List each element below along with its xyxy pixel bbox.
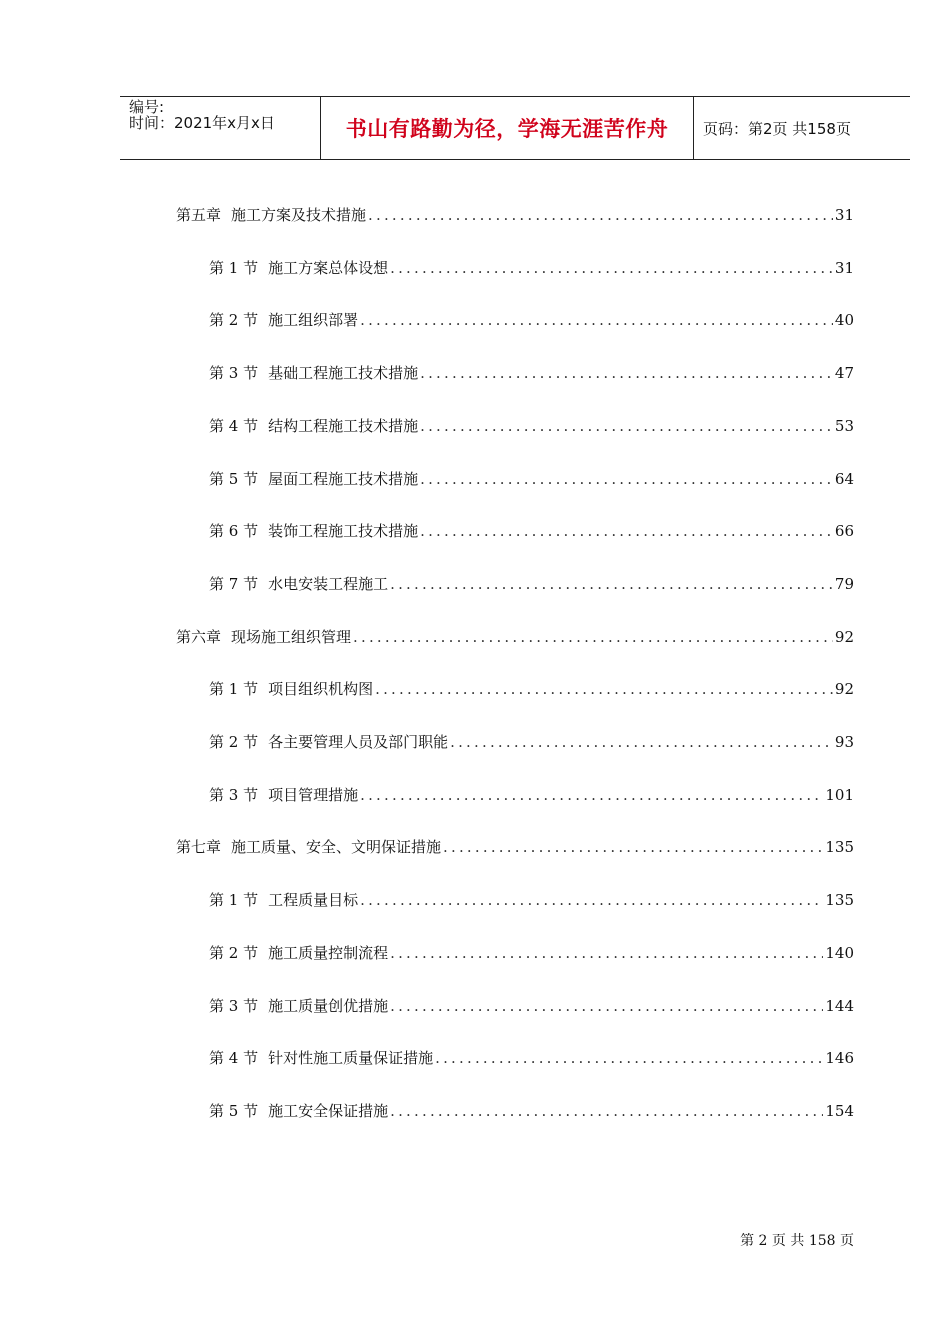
toc-entry-number: 第 5 节 <box>209 1102 259 1120</box>
toc-leader-dots <box>360 784 823 806</box>
toc-entry-title <box>209 415 418 437</box>
toc-leader-dots <box>390 942 823 964</box>
toc-entry-number: 第 1 节 <box>209 680 259 698</box>
toc-page-number: 92 <box>834 628 854 646</box>
toc-leader-dots <box>450 731 833 753</box>
toc-chapter-entry[interactable] <box>176 204 854 226</box>
page-header <box>120 96 910 160</box>
header-meta <box>120 97 321 159</box>
toc-entry-number: 第 4 节 <box>209 417 259 435</box>
toc-section-entry[interactable] <box>209 1100 854 1122</box>
toc-section-entry[interactable] <box>209 362 854 384</box>
toc-leader-dots <box>420 468 833 490</box>
toc-leader-dots <box>390 995 823 1017</box>
toc-entry-text: 施工方案总体设想 <box>268 259 389 277</box>
toc-entry-text: 水电安装工程施工 <box>268 575 389 593</box>
toc-page-number: 93 <box>834 733 854 751</box>
toc-leader-dots <box>368 204 833 226</box>
toc-entry-text: 施工安全保证措施 <box>268 1102 389 1120</box>
toc-entry-title <box>209 995 388 1017</box>
toc-leader-dots <box>375 678 833 700</box>
toc-entry-title <box>209 573 388 595</box>
toc-entry-number: 第 2 节 <box>209 733 259 751</box>
toc-leader-dots <box>390 257 833 279</box>
toc-section-entry[interactable] <box>209 678 854 700</box>
toc-entry-text: 施工方案及技术措施 <box>231 206 367 224</box>
toc-entry-text: 施工质量创优措施 <box>268 997 389 1015</box>
toc-entry-text: 工程质量目标 <box>268 891 359 909</box>
toc-page-number: 154 <box>825 1102 854 1120</box>
toc-entry-text: 屋面工程施工技术措施 <box>268 470 419 488</box>
toc-entry-number: 第 2 节 <box>209 944 259 962</box>
toc-leader-dots <box>360 309 833 331</box>
toc-leader-dots <box>360 889 823 911</box>
toc-entry-text: 装饰工程施工技术措施 <box>268 522 419 540</box>
toc-section-entry[interactable] <box>209 784 854 806</box>
toc-page-number: 140 <box>825 944 854 962</box>
header-motto: 书山有路勤为径，学海无涯苦作舟 <box>321 97 694 159</box>
page-footer: 第 2 页 共 158 页 <box>740 1233 854 1249</box>
toc-page-number: 66 <box>834 522 854 540</box>
toc-chapter-entry[interactable] <box>176 836 854 858</box>
toc-entry-title <box>209 1047 433 1069</box>
toc-page-number: 64 <box>834 470 854 488</box>
toc-page-number: 135 <box>825 891 854 909</box>
toc-entry-title <box>209 942 388 964</box>
toc-entry-title <box>209 784 358 806</box>
toc-section-entry[interactable] <box>209 309 854 331</box>
toc-entry-title <box>209 889 358 911</box>
toc-section-entry[interactable] <box>209 520 854 542</box>
toc-page-number: 92 <box>834 680 854 698</box>
toc-entry-title <box>209 362 418 384</box>
toc-entry-number: 第 4 节 <box>209 1049 259 1067</box>
toc-entry-text: 现场施工组织管理 <box>231 628 352 646</box>
toc-page-number: 31 <box>834 206 854 224</box>
header-page-info: 页码：第2页 共158页 <box>703 119 851 138</box>
toc-entry-title <box>209 731 448 753</box>
toc-entry-text: 施工组织部署 <box>268 311 359 329</box>
toc-entry-title <box>209 309 358 331</box>
toc-leader-dots <box>420 520 833 542</box>
toc-entry-title <box>176 836 441 858</box>
time-label: 时间：2021年x月x日 <box>129 114 275 132</box>
toc-entry-text: 基础工程施工技术措施 <box>268 364 419 382</box>
toc-leader-dots <box>420 362 833 384</box>
toc-entry-number: 第六章 <box>176 628 222 646</box>
toc-section-entry[interactable] <box>209 995 854 1017</box>
toc-entry-number: 第 2 节 <box>209 311 259 329</box>
serial-number-label: 编号: <box>129 98 165 116</box>
toc-section-entry[interactable] <box>209 1047 854 1069</box>
toc-section-entry[interactable] <box>209 468 854 490</box>
toc-page-number: 31 <box>834 259 854 277</box>
toc-leader-dots <box>443 836 823 858</box>
toc-leader-dots <box>390 573 833 595</box>
toc-page-number: 40 <box>834 311 854 329</box>
toc-entry-number: 第五章 <box>176 206 222 224</box>
toc-entry-number: 第 1 节 <box>209 259 259 277</box>
toc-entry-title <box>209 1100 388 1122</box>
toc-entry-title <box>209 520 418 542</box>
toc-section-entry[interactable] <box>209 257 854 279</box>
toc-entry-number: 第 3 节 <box>209 364 259 382</box>
toc-entry-title <box>176 626 351 648</box>
toc-leader-dots <box>390 1100 823 1122</box>
toc-leader-dots <box>353 626 833 648</box>
toc-page-number: 101 <box>825 786 854 804</box>
toc-chapter-entry[interactable] <box>176 626 854 648</box>
toc-leader-dots <box>435 1047 823 1069</box>
toc-entry-text: 各主要管理人员及部门职能 <box>268 733 449 751</box>
toc-entry-text: 项目组织机构图 <box>268 680 374 698</box>
toc-entry-title <box>176 204 366 226</box>
toc-entry-number: 第 1 节 <box>209 891 259 909</box>
toc-entry-number: 第 7 节 <box>209 575 259 593</box>
toc-page-number: 47 <box>834 364 854 382</box>
toc-section-entry[interactable] <box>209 889 854 911</box>
toc-page-number: 79 <box>834 575 854 593</box>
toc-entry-text: 针对性施工质量保证措施 <box>268 1049 434 1067</box>
toc-page-number: 144 <box>825 997 854 1015</box>
toc-entry-title <box>209 678 373 700</box>
toc-leader-dots <box>420 415 833 437</box>
toc-entry-text: 项目管理措施 <box>268 786 359 804</box>
toc-entry-title <box>209 257 388 279</box>
toc-page-number: 135 <box>825 838 854 856</box>
toc-entry-text: 施工质量控制流程 <box>268 944 389 962</box>
toc-section-entry[interactable] <box>209 731 854 753</box>
toc-entry-text: 施工质量、安全、文明保证措施 <box>231 838 442 856</box>
toc-entry-number: 第 3 节 <box>209 997 259 1015</box>
toc-entry-text: 结构工程施工技术措施 <box>268 417 419 435</box>
toc-page-number: 53 <box>834 417 854 435</box>
toc-page-number: 146 <box>825 1049 854 1067</box>
toc-section-entry[interactable] <box>209 573 854 595</box>
toc-entry-number: 第 6 节 <box>209 522 259 540</box>
toc-entry-number: 第七章 <box>176 838 222 856</box>
toc-entry-number: 第 5 节 <box>209 470 259 488</box>
toc-section-entry[interactable] <box>209 415 854 437</box>
toc-entry-number: 第 3 节 <box>209 786 259 804</box>
toc-section-entry[interactable] <box>209 942 854 964</box>
toc-entry-title <box>209 468 418 490</box>
